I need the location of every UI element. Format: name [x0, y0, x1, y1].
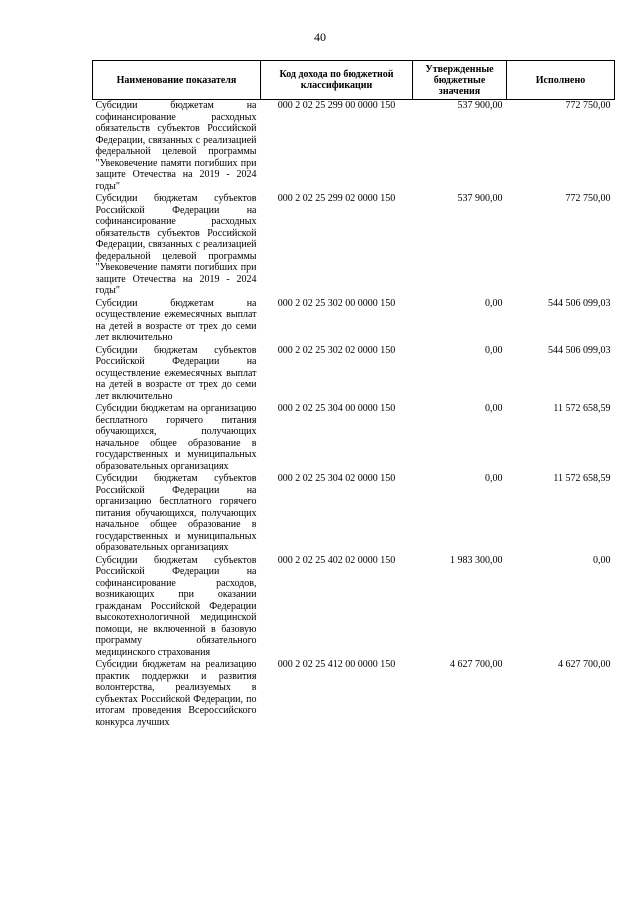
row-name: Субсидии бюджетам на осуществление ежемесячных выплат на детей в возрасте от трех до семи лет включительно [95, 297, 257, 343]
table-row [93, 659, 615, 729]
row-code: 000 2 02 25 302 00 0000 150 [277, 297, 396, 309]
table-row [93, 403, 615, 473]
row-code: 000 2 02 25 299 00 0000 150 [277, 100, 396, 111]
row-done: 544 506 099,03 [548, 344, 611, 356]
page-number: 40 [314, 30, 326, 44]
row-code: 000 2 02 25 299 02 0000 150 [277, 193, 396, 204]
row-approved: 0,00 [485, 473, 503, 484]
table-row [93, 345, 615, 404]
row-name: Субсидии бюджетам субъектов Российской Федерации на софинансирование расходных обязательств субъектов Российской Федерации, связанных с реализацией федеральной целевой программы "Увековечение памяти погибших при защите Отечества на 2019 - 2024 годы" [95, 193, 257, 296]
row-done: 544 506 099,03 [548, 297, 611, 309]
table-row [93, 555, 615, 660]
table-row [93, 100, 615, 194]
table-header-row [93, 61, 615, 100]
row-approved: 1 983 300,00 [450, 554, 503, 566]
row-approved: 537 900,00 [457, 100, 503, 111]
row-code: 000 2 02 25 302 02 0000 150 [277, 344, 396, 356]
table-row [93, 193, 615, 298]
row-name: Субсидии бюджетам на организацию бесплатного горячего питания обучающихся, получающих начальное общее образование в государственных и муниципальных образовательных организациях [95, 403, 257, 472]
budget-table [92, 60, 615, 729]
row-approved: 4 627 700,00 [450, 659, 503, 670]
row-done: 772 750,00 [565, 100, 611, 111]
row-name: Субсидии бюджетам на софинансирование расходных обязательств субъектов Российской Федерации, связанных с реализацией федеральной целевой программы "Увековечение памяти погибших при защите Отечества на 2019 - 2024 годы" [95, 100, 257, 192]
row-name: Субсидии бюджетам субъектов Российской Федерации на организацию бесплатного горячего питания обучающихся, получающих начальное общее образование в государственных и муниципальных образовательных организациях [95, 473, 257, 553]
row-approved: 0,00 [485, 344, 503, 356]
header-code: Код дохода по бюджетной классификации [261, 61, 413, 100]
row-name: Субсидии бюджетам субъектов Российской Федерации на осуществление ежемесячных выплат на детей в возрасте от трех до семи лет включительно [95, 344, 257, 402]
row-done: 0,00 [593, 554, 611, 566]
row-approved: 537 900,00 [457, 193, 503, 204]
row-name: Субсидии бюджетам на реализацию практик поддержки и развития волонтерства, реализуемых в субъектах Российской Федерации, по итогам проведения Всероссийского конкурса лучших [95, 659, 257, 728]
row-done: 11 572 658,59 [553, 403, 611, 414]
row-approved: 0,00 [485, 297, 503, 309]
table-row [93, 298, 615, 345]
row-code: 000 2 02 25 304 00 0000 150 [277, 403, 396, 414]
row-code: 000 2 02 25 402 02 0000 150 [277, 554, 396, 566]
row-done: 772 750,00 [565, 193, 611, 204]
header-name: Наименование показателя [93, 61, 261, 100]
row-code: 000 2 02 25 304 02 0000 150 [277, 473, 396, 484]
row-code: 000 2 02 25 412 00 0000 150 [277, 659, 396, 670]
row-done: 4 627 700,00 [558, 659, 611, 670]
row-approved: 0,00 [485, 403, 503, 414]
header-done: Исполнено [507, 61, 615, 100]
row-done: 11 572 658,59 [553, 473, 611, 484]
header-approved: Утвержденные бюджетные значения [413, 61, 507, 100]
row-name: Субсидии бюджетам субъектов Российской Федерации на софинансирование расходов, возникающих при оказании гражданам Российской Федерации высокотехнологичной медицинской помощи, не включенной в базовую программу обязательного медицинского страхования [95, 554, 257, 658]
table-row [93, 473, 615, 555]
